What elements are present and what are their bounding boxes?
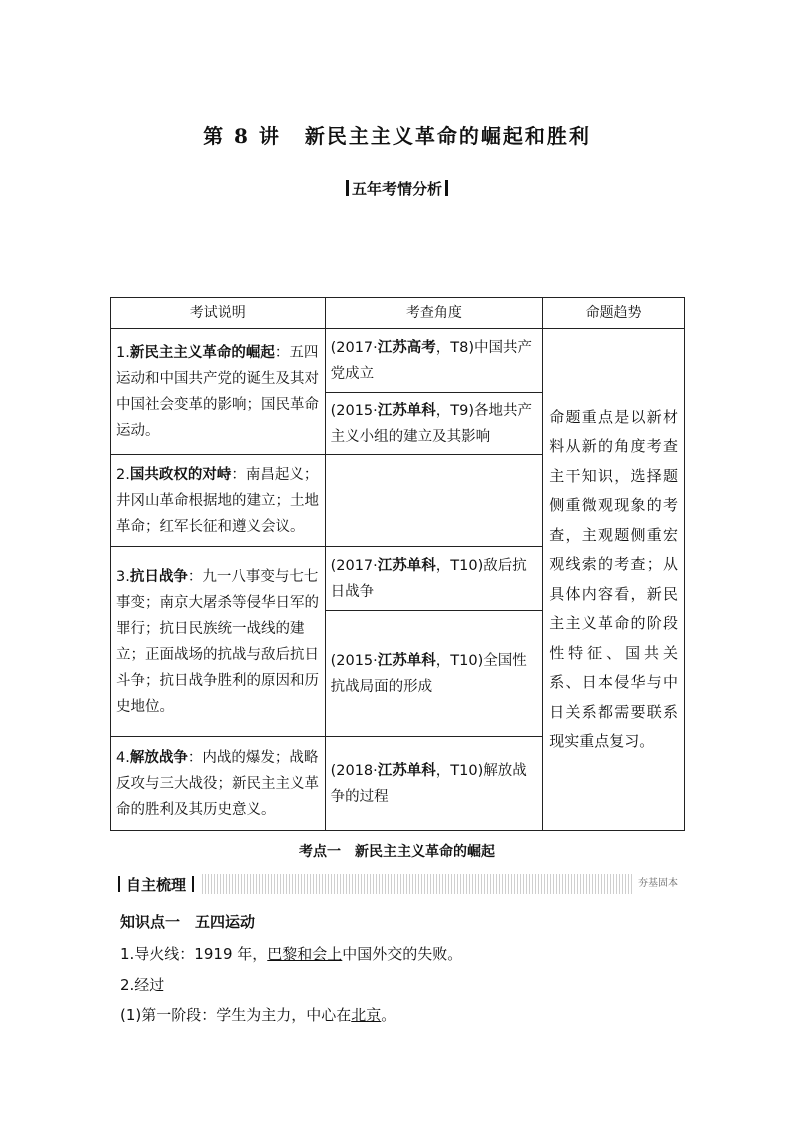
line-text: (1)第一阶段：学生为主力，中心在 — [120, 1006, 352, 1024]
table-header-row — [111, 298, 685, 329]
left-bracket-bar — [346, 180, 349, 196]
angle-source: 江苏高考 — [377, 339, 436, 356]
exam-note-cell — [111, 329, 326, 455]
exam-note-cell — [111, 455, 326, 547]
banner-bar — [192, 876, 194, 892]
note-body: ：五四运动和中国共产党的诞生及其对中国社会变革的影响；国民革命运动。 — [116, 344, 319, 439]
knowledge-point-title: 知识点一 五四运动 — [120, 913, 256, 931]
angle-cell — [325, 329, 543, 393]
note-heading: 解放战争 — [129, 749, 188, 766]
banner-label: 自主梳理 — [126, 875, 187, 894]
underlined-answer: 北京 — [351, 1006, 382, 1024]
note-number: 2. — [116, 466, 130, 483]
right-bracket-bar — [445, 180, 448, 196]
angle-content: ，T8)中国共产党成立 — [330, 339, 533, 382]
angle-cell — [325, 737, 543, 831]
content-line-process: 2.经过 — [120, 976, 165, 994]
note-number: 3. — [116, 568, 130, 585]
table-row — [111, 329, 685, 393]
line-text: 1.导火线：1919 年， — [120, 945, 268, 963]
note-body: ：南昌起义；井冈山革命根据地的建立；土地革命；红军长征和遵义会议。 — [116, 466, 319, 535]
exam-note-cell — [111, 547, 326, 737]
angle-content: ，T10)解放战争的过程 — [330, 762, 527, 805]
angle-cell — [325, 611, 543, 737]
note-number: 1. — [116, 344, 130, 361]
note-body: ：内战的爆发；战略反攻与三大战役；新民主主义革命的胜利及其历史意义。 — [116, 749, 319, 818]
banner-right-label: 夯基固本 — [632, 874, 678, 894]
note-heading: 国共政权的对峙 — [129, 466, 232, 483]
line-text: 。 — [381, 1006, 397, 1024]
header-exam-angle: 考查角度 — [325, 298, 543, 329]
underlined-answer: 巴黎和会上 — [267, 945, 343, 963]
analysis-heading — [0, 178, 794, 199]
angle-year: (2017· — [330, 339, 378, 356]
angle-content: ，T10)敌后抗日战争 — [330, 557, 527, 600]
line-text: 中国外交的失败。 — [342, 945, 463, 963]
lecture-number: 第 8 讲 — [203, 124, 281, 148]
note-heading: 新民主主义革命的崛起 — [129, 344, 275, 361]
exam-analysis-table — [110, 297, 685, 831]
lecture-topic: 新民主主义革命的崛起和胜利 — [304, 124, 591, 148]
angle-year: (2017· — [330, 557, 378, 574]
analysis-title: 五年考情分析 — [351, 180, 442, 198]
note-heading: 抗日战争 — [129, 568, 188, 585]
header-trend: 命题趋势 — [543, 298, 685, 329]
lecture-title — [0, 120, 794, 149]
note-number: 4. — [116, 749, 130, 766]
self-study-banner — [118, 874, 678, 894]
angle-content: ，T9)各地共产主义小组的建立及其影响 — [330, 402, 533, 445]
banner-left — [118, 874, 200, 894]
angle-cell-empty — [325, 455, 543, 547]
angle-content: ，T10)全国性抗战局面的形成 — [330, 652, 527, 695]
content-line-stage1 — [120, 1004, 396, 1025]
angle-year: (2015· — [330, 402, 378, 419]
banner-bar — [118, 876, 120, 892]
content-line-trigger — [120, 943, 462, 964]
angle-source: 江苏单科 — [377, 557, 436, 574]
trend-cell: 命题重点是以新材料从新的角度考查主干知识，选择题侧重微观现象的考查，主观题侧重宏观线索的考查；从具体内容看，新民主主义革命的阶段性特征、国共关系、日本侵华与中日关系都需要联系现实重点复习。 — [543, 329, 685, 831]
angle-source: 江苏单科 — [377, 652, 436, 669]
section-title: 考点一 新民主主义革命的崛起 — [299, 844, 495, 860]
angle-cell — [325, 547, 543, 611]
exam-note-cell — [111, 737, 326, 831]
note-body: ：九一八事变与七七事变；南京大屠杀等侵华日军的罪行；抗日民族统一战线的建立；正面战场的抗战与敌后抗日斗争；抗日战争胜利的原因和历史地位。 — [116, 568, 319, 715]
header-exam-notes: 考试说明 — [111, 298, 326, 329]
angle-cell — [325, 393, 543, 455]
angle-year: (2015· — [330, 652, 378, 669]
angle-source: 江苏单科 — [377, 402, 436, 419]
angle-year: (2018· — [330, 762, 378, 779]
angle-source: 江苏单科 — [377, 762, 436, 779]
